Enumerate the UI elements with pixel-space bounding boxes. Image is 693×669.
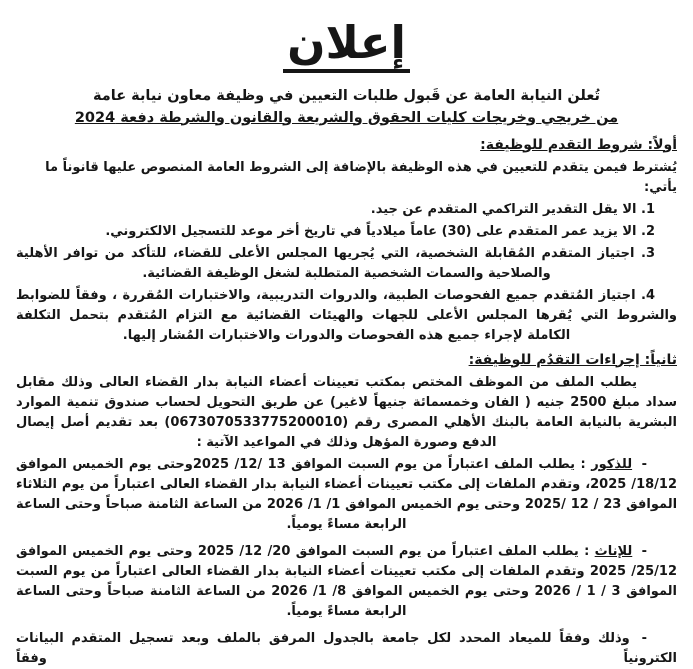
condition-text: الا يزيد عمر المتقدم على (30) عاماً ميلادياً في تاريخ أخر موعد للتسجيل الالكتروني. [105,223,637,239]
conditions-list [16,200,677,346]
condition-text: اجتياز المُتقدم جميع الفحوصات الطبية، والدروات التدريبية، والاختبارات المُقررة ، وفقاً للضوابط والشروط التي يُقرها المجلس الأعلى للجهات والهيئات القضائية مع التزام المُتقدم بتحمل التكلفة الكاملة لإجراء جميع هذه الفحوصات والدورات والاختبارات المُشار إليها. [16,287,677,343]
document-title [16,18,677,73]
condition-text: الا يقل التقدير التراكمي المتقدم عن جيد. [370,201,637,217]
condition-number: 2. [641,223,655,239]
intro-line-1: تُعلن النيابة العامة عن قَبول طلبات التعيين في وظيفة معاون نيابة عامة [93,87,600,104]
condition-item-3 [16,244,677,284]
bullet-females-text: : يطلب الملف اعتباراً من يوم السبت الموافق 20/ 12/ 2025 وحتى يوم الخميس الموافق 25/12/ 2025 وتقدم الملفات إلى مكتب تعيينات أعضاء النيابة بدار القضاء العالى اعتباراً من يوم السبت الموافق 3 / 1 / 2026 وحتى يوم الخميس الموافق 8/ 1/ 2026 من الساعة الثامنة صباحاً وحتى الساعة الرابعة مساءً يومياً. [16,543,678,619]
condition-number: 4. [641,287,655,303]
section1-heading: أولاً: شروط التقدم للوظيفة: [480,136,677,153]
bullet-males-text: : يطلب الملف اعتباراً من يوم السبت الموافق 13 /12/ 2025وحتى يوم الخميس الموافق 18/12/ 2025، وتقدم الملفات إلى مكتب تعيينات أعضاء النيابة بدار القضاء العالى اعتباراً من يوم الثلاثاء الموافق 23 / 12 /2025 وحتى يوم الخميس الموافق 1/ 1/ 2026 من الساعة الثامنة صباحاً وحتى الساعة الرابعة مساءً يومياً. [16,456,678,532]
section2-intro: يطلب الملف من الموظف المختص بمكتب تعيينات أعضاء النيابة بدار القضاء العالى وذلك مقابل سداد مبلغ 2500 جنيه ( الفان وخمسمائة جنيهاً لاغير) عن طريق التحويل لحساب صندوق تنمية الموارد البشرية بالنيابة العامة بالبنك الأهلي المصرى رقم (0673070533775200010) بعد تقديم أصل إيصال الدفع وصورة المؤهل وذلك في المواعيد الآتية : [16,374,678,450]
bullet-females [16,542,677,622]
bullet-females-label: للإناث [594,543,633,559]
condition-number: 3. [641,245,655,261]
intro-line-2: من خريجي وخريجات كليات الحقوق والشريعة والقانون والشرطة دفعة 2024 [74,109,619,126]
condition-text: اجتياز المتقدم المُقابلة الشخصية، التي يُجريها المجلس الأعلى للقضاء، للتأكد من توافر الأهلية والصلاحية والسمات الشخصية المتطلبة لشغل الوظيفة القضائية. [16,245,635,281]
dash-bullet: - [641,630,647,646]
schedule-bullets [16,455,677,669]
bullet-university-schedule-text: وذلك وفقاً للميعاد المحدد لكل جامعة بالجدول المرفق بالملف وبعد تسجيل المتقدم البيانات الكترونياً وفقاً [16,630,677,666]
section2-heading: ثانياً: إجراءات التقدُم للوظيفة: [468,351,677,368]
condition-item-4 [16,286,677,346]
bullet-males [16,455,677,535]
bullet-males-label: للذكور [591,456,633,472]
condition-item-2 [16,222,677,242]
bullet-university-schedule [16,629,677,669]
document-title-text: إعلان [283,18,410,73]
condition-item-1 [16,200,677,220]
dash-bullet: - [641,456,647,472]
intro-block [16,85,677,129]
dash-bullet: - [641,543,647,559]
condition-number: 1. [641,201,655,217]
section1-intro: يُشترط فيمن يتقدم للتعيين في هذه الوظيفة بالإضافة إلى الشروط العامة المنصوص عليها قانوناً ما يأتي: [45,159,677,195]
